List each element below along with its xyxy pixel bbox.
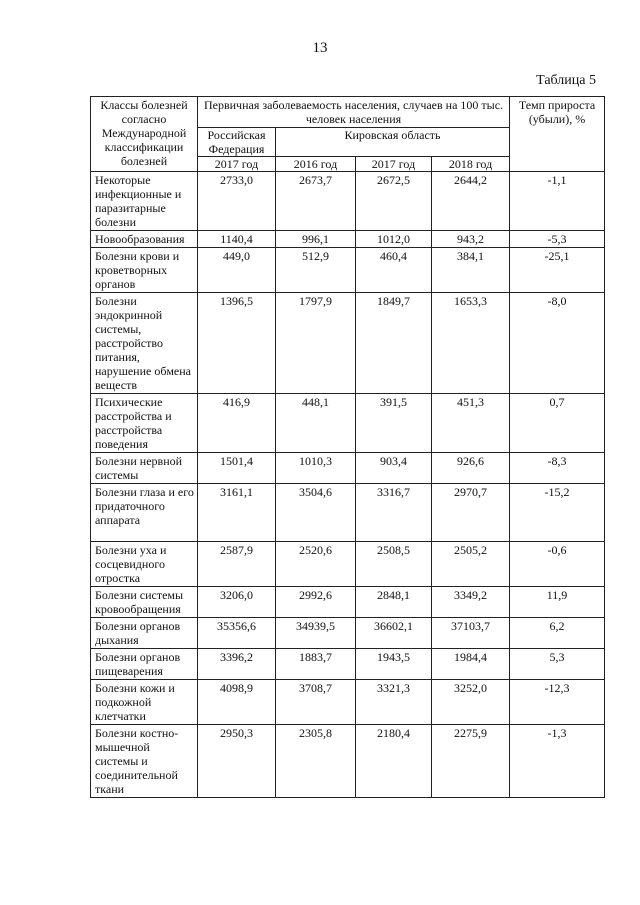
disease-class-name: Болезни костно-мышечной системы и соединительной ткани	[91, 725, 198, 798]
value-kirov-2018: 3349,2	[432, 587, 510, 618]
value-kirov-2017: 903,4	[356, 453, 432, 484]
table-row	[91, 248, 605, 293]
header-disease-classes: Классы болезней согласно Международной классификации болезней	[91, 97, 198, 172]
value-rf-2017: 416,9	[198, 394, 276, 453]
table-row	[91, 172, 605, 231]
disease-class-name: Новообразования	[91, 231, 198, 248]
value-rf-2017: 1140,4	[198, 231, 276, 248]
disease-class-name: Болезни нервной системы	[91, 453, 198, 484]
value-kirov-2016: 34939,5	[276, 618, 356, 649]
table-label: Таблица 5	[536, 73, 596, 88]
value-kirov-2018: 3252,0	[432, 680, 510, 725]
disease-class-name: Психические расстройства и расстройства поведения	[91, 394, 198, 453]
value-kirov-2018: 943,2	[432, 231, 510, 248]
value-rf-2017: 1396,5	[198, 293, 276, 394]
value-kirov-2016: 3708,7	[276, 680, 356, 725]
value-kirov-2016: 2520,6	[276, 542, 356, 587]
value-kirov-2017: 1849,7	[356, 293, 432, 394]
disease-class-name: Болезни органов пищеварения	[91, 649, 198, 680]
table-row	[91, 725, 605, 798]
table-row	[91, 394, 605, 453]
value-kirov-2016: 448,1	[276, 394, 356, 453]
value-kirov-2016: 996,1	[276, 231, 356, 248]
value-rf-2017: 3161,1	[198, 484, 276, 542]
value-kirov-2018: 1653,3	[432, 293, 510, 394]
growth-rate-value: -1,3	[510, 725, 605, 798]
value-kirov-2018: 2644,2	[432, 172, 510, 231]
morbidity-table	[90, 96, 605, 798]
header-year-kirov-2016: 2016 год	[276, 157, 356, 172]
growth-rate-value: -8,0	[510, 293, 605, 394]
growth-rate-value: -0,6	[510, 542, 605, 587]
value-kirov-2018: 926,6	[432, 453, 510, 484]
value-kirov-2016: 1883,7	[276, 649, 356, 680]
table-row	[91, 587, 605, 618]
value-kirov-2018: 37103,7	[432, 618, 510, 649]
disease-class-name: Некоторые инфекционные и паразитарные болезни	[91, 172, 198, 231]
value-kirov-2016: 2673,7	[276, 172, 356, 231]
header-kirov-region: Кировская область	[276, 128, 510, 157]
table-row	[91, 649, 605, 680]
value-kirov-2017: 3321,3	[356, 680, 432, 725]
value-kirov-2016: 3504,6	[276, 484, 356, 542]
value-kirov-2017: 2508,5	[356, 542, 432, 587]
table-row	[91, 542, 605, 587]
value-kirov-2016: 1010,3	[276, 453, 356, 484]
growth-rate-value: 0,7	[510, 394, 605, 453]
disease-class-name: Болезни глаза и его придаточного аппарата	[91, 484, 198, 542]
value-kirov-2016: 512,9	[276, 248, 356, 293]
value-rf-2017: 2733,0	[198, 172, 276, 231]
value-kirov-2018: 451,3	[432, 394, 510, 453]
table-row	[91, 293, 605, 394]
value-rf-2017: 3396,2	[198, 649, 276, 680]
header-year-kirov-2017: 2017 год	[356, 157, 432, 172]
value-kirov-2017: 1012,0	[356, 231, 432, 248]
header-year-kirov-2018: 2018 год	[432, 157, 510, 172]
value-kirov-2017: 2672,5	[356, 172, 432, 231]
disease-class-name: Болезни эндокринной системы, расстройство питания, нарушение обмена веществ	[91, 293, 198, 394]
table-body	[91, 172, 605, 798]
table-row	[91, 484, 605, 542]
value-kirov-2016: 2992,6	[276, 587, 356, 618]
table-row	[91, 618, 605, 649]
value-kirov-2018: 2275,9	[432, 725, 510, 798]
value-kirov-2017: 36602,1	[356, 618, 432, 649]
header-year-rf-2017: 2017 год	[198, 157, 276, 172]
value-kirov-2018: 1984,4	[432, 649, 510, 680]
header-growth-rate: Темп прироста (убыли), %	[510, 97, 605, 172]
value-rf-2017: 3206,0	[198, 587, 276, 618]
growth-rate-value: -1,1	[510, 172, 605, 231]
header-incidence: Первичная заболеваемость населения, случаев на 100 тыс. человек населения	[198, 97, 510, 128]
value-kirov-2018: 2970,7	[432, 484, 510, 542]
growth-rate-value: -8,3	[510, 453, 605, 484]
value-kirov-2017: 2848,1	[356, 587, 432, 618]
disease-class-name: Болезни крови и кроветворных органов	[91, 248, 198, 293]
value-kirov-2018: 2505,2	[432, 542, 510, 587]
growth-rate-value: 11,9	[510, 587, 605, 618]
value-kirov-2017: 391,5	[356, 394, 432, 453]
growth-rate-value: -25,1	[510, 248, 605, 293]
page-number: 13	[312, 40, 328, 56]
value-kirov-2016: 2305,8	[276, 725, 356, 798]
table-row	[91, 231, 605, 248]
table-row	[91, 453, 605, 484]
value-kirov-2017: 1943,5	[356, 649, 432, 680]
value-kirov-2017: 3316,7	[356, 484, 432, 542]
value-rf-2017: 2950,3	[198, 725, 276, 798]
value-kirov-2016: 1797,9	[276, 293, 356, 394]
disease-class-name: Болезни уха и сосцевидного отростка	[91, 542, 198, 587]
growth-rate-value: -12,3	[510, 680, 605, 725]
growth-rate-value: 6,2	[510, 618, 605, 649]
disease-class-name: Болезни кожи и подкожной клетчатки	[91, 680, 198, 725]
value-kirov-2017: 460,4	[356, 248, 432, 293]
value-kirov-2017: 2180,4	[356, 725, 432, 798]
disease-class-name: Болезни системы кровообращения	[91, 587, 198, 618]
value-rf-2017: 2587,9	[198, 542, 276, 587]
header-russian-federation: Российская Федерация	[198, 128, 276, 157]
table-row	[91, 680, 605, 725]
growth-rate-value: 5,3	[510, 649, 605, 680]
value-rf-2017: 35356,6	[198, 618, 276, 649]
disease-class-name: Болезни органов дыхания	[91, 618, 198, 649]
value-kirov-2018: 384,1	[432, 248, 510, 293]
growth-rate-value: -5,3	[510, 231, 605, 248]
value-rf-2017: 4098,9	[198, 680, 276, 725]
value-rf-2017: 449,0	[198, 248, 276, 293]
value-rf-2017: 1501,4	[198, 453, 276, 484]
growth-rate-value: -15,2	[510, 484, 605, 542]
